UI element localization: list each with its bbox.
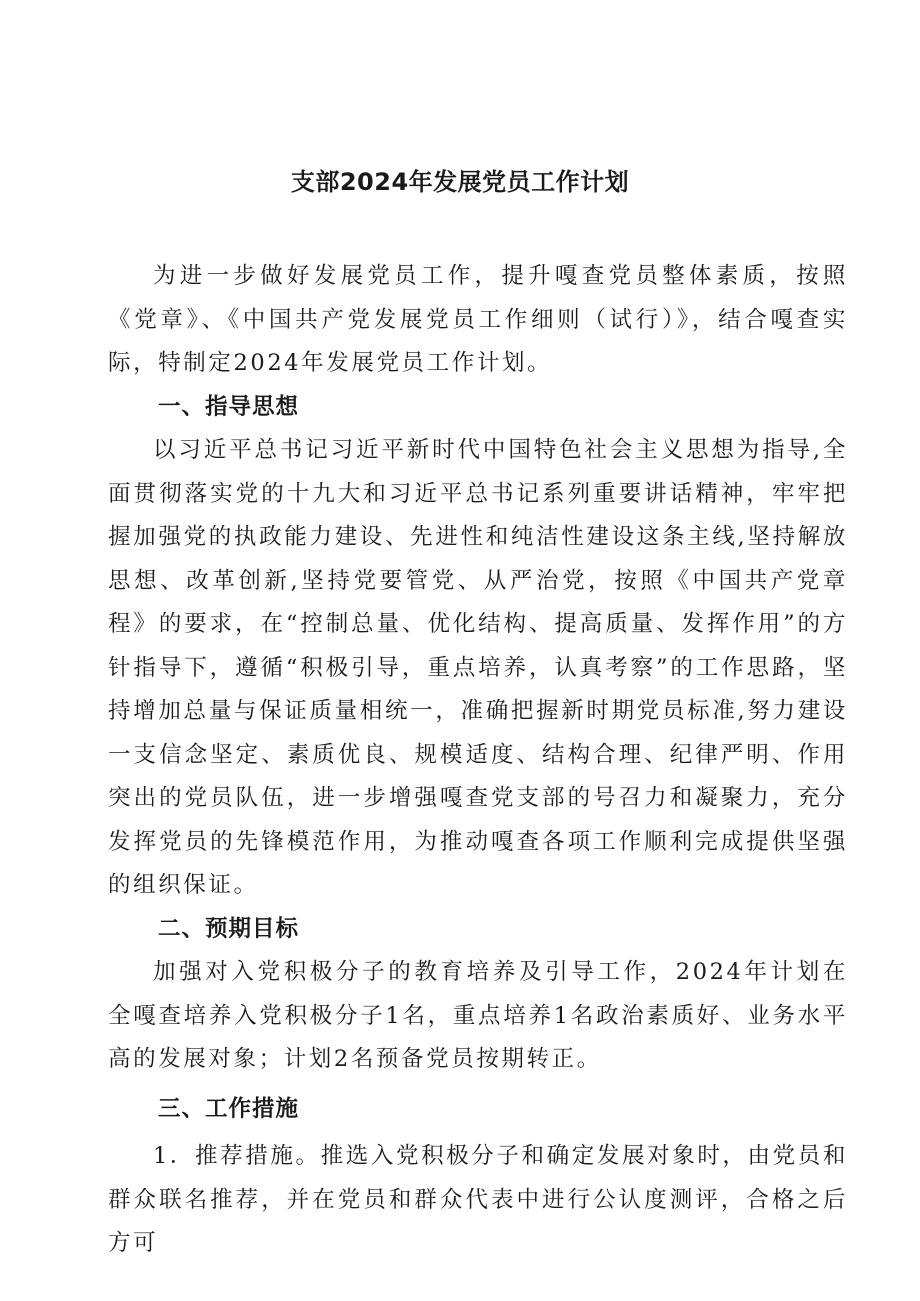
work-measures-paragraph: 1．推荐措施。推选入党积极分子和确定发展对象时，由党员和群众联名推荐，并在党员和群众代表中进行公认度测评，合格之后方可 [108, 1143, 848, 1256]
section-heading-work-measures: 三、工作措施 [158, 1095, 300, 1122]
section-heading-expected-goals: 二、预期目标 [158, 915, 300, 942]
section-heading-guiding-ideology: 一、指导思想 [158, 393, 300, 420]
document-title: 支部2024年发展党员工作计划 [290, 168, 630, 196]
document-body [108, 255, 848, 1266]
guiding-ideology-paragraph: 以习近平总书记习近平新时代中国特色社会主义思想为指导,全面贯彻落实党的十九大和习近平总书记系列重要讲话精神，牢牢把握加强党的执政能力建设、先进性和纯洁性建设这条主线,坚持解放思想、改革创新,坚持党要管党、从严治党，按照《中国共产党章程》的要求，在“控制总量、优化结构、提高质量、发挥作用”的方针指导下，遵循“积极引导，重点培养，认真考察”的工作思路，坚持增加总量与保证质量相统一，准确把握新时期党员标准,努力建设一支信念坚定、素质优良、规模适度、结构合理、纪律严明、作用突出的党员队伍，进一步增强嘎查党支部的号召力和凝聚力，充分发挥党员的先锋模范作用，为推动嘎查各项工作顺利完成提供坚强的组织保证。 [108, 437, 848, 898]
expected-goals-paragraph: 加强对入党积极分子的教育培养及引导工作，2024年计划在全嘎查培养入党积极分子1名，重点培养1名政治素质好、业务水平高的发展对象；计划2名预备党员按期转正。 [108, 959, 848, 1072]
intro-paragraph: 为进一步做好发展党员工作，提升嘎查党员整体素质，按照《党章》、《中国共产党发展党员工作细则（试行）》，结合嘎查实际，特制定2024年发展党员工作计划。 [108, 263, 848, 376]
